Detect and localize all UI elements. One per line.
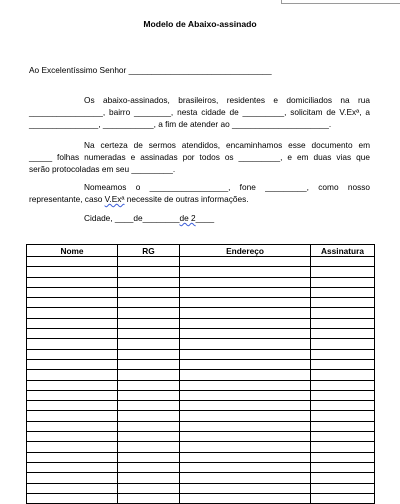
table-cell	[118, 421, 180, 431]
table-row	[27, 390, 375, 400]
table-row	[27, 277, 375, 287]
table-row	[27, 462, 375, 472]
table-row	[27, 411, 375, 421]
table-cell	[27, 329, 118, 339]
spellcheck-underlined-text: de 2	[179, 213, 196, 223]
table-row	[27, 339, 375, 349]
table-cell	[311, 349, 375, 359]
table-cell	[118, 329, 180, 339]
table-cell	[180, 267, 311, 277]
table-row	[27, 318, 375, 328]
table-cell	[180, 370, 311, 380]
table-row	[27, 493, 375, 503]
table-cell	[118, 370, 180, 380]
table-cell	[311, 308, 375, 318]
table-cell	[311, 359, 375, 369]
table-row	[27, 452, 375, 462]
paragraph-line: _______________, ___________, a fim de atender ao _____________________.	[29, 119, 332, 130]
table-cell	[180, 257, 311, 267]
table-cell	[27, 298, 118, 308]
table-row	[27, 359, 375, 369]
table-cell	[311, 339, 375, 349]
table-cell	[27, 442, 118, 452]
text-segment: ____	[195, 213, 215, 223]
paragraph-representative	[29, 181, 370, 205]
table-cell	[118, 308, 180, 318]
table-row	[27, 349, 375, 359]
text-segment: necessite de outras informações.	[124, 194, 249, 205]
table-cell	[27, 452, 118, 462]
table-cell	[118, 287, 180, 297]
document-title: Modelo de Abaixo-assinado	[143, 19, 257, 29]
table-cell	[118, 298, 180, 308]
table-row	[27, 442, 375, 452]
table-row	[27, 380, 375, 390]
table-cell	[27, 257, 118, 267]
table-cell	[311, 298, 375, 308]
table-cell	[311, 411, 375, 421]
table-cell	[118, 462, 180, 472]
table-cell	[27, 267, 118, 277]
table-cell	[311, 452, 375, 462]
table-cell	[118, 411, 180, 421]
paragraph-line: _____ folhas numeradas e assinadas por todos os _________, e em duas vias que	[29, 152, 370, 163]
column-header-nome: Nome	[27, 245, 118, 257]
table-cell	[118, 349, 180, 359]
table-cell	[311, 432, 375, 442]
column-header-assinatura: Assinatura	[311, 245, 375, 257]
table-cell	[27, 287, 118, 297]
column-header-endereco: Endereço	[180, 245, 311, 257]
table-cell	[118, 452, 180, 462]
table-cell	[180, 390, 311, 400]
table-cell	[311, 493, 375, 503]
table-cell	[180, 277, 311, 287]
table-cell	[118, 277, 180, 287]
table-cell	[311, 473, 375, 483]
paragraph-line: serão protocoladas em seu _________.	[29, 164, 176, 175]
table-row	[27, 329, 375, 339]
table-cell	[27, 483, 118, 493]
table-cell	[180, 462, 311, 472]
paragraph-line	[29, 193, 370, 205]
table-cell	[180, 329, 311, 339]
table-cell	[27, 390, 118, 400]
table-cell	[27, 308, 118, 318]
table-cell	[180, 473, 311, 483]
table-cell	[118, 493, 180, 503]
table-cell	[180, 432, 311, 442]
column-header-rg: RG	[118, 245, 180, 257]
table-cell	[311, 380, 375, 390]
table-cell	[27, 380, 118, 390]
table-cell	[180, 452, 311, 462]
paragraph-line: Os abaixo-assinados, brasileiros, residentes e domiciliados na rua	[84, 95, 370, 105]
table-cell	[27, 493, 118, 503]
table-cell	[311, 483, 375, 493]
paragraph-request	[29, 94, 370, 131]
table-cell	[180, 339, 311, 349]
table-cell	[27, 370, 118, 380]
paragraph-line: ________________, bairro ________, nesta cidade de _________, solicitam de V.Exª, a	[29, 107, 370, 118]
table-cell	[180, 349, 311, 359]
table-cell	[27, 432, 118, 442]
table-cell	[180, 298, 311, 308]
table-cell	[311, 421, 375, 431]
table-cell	[180, 359, 311, 369]
table-cell	[118, 339, 180, 349]
table-cell	[180, 483, 311, 493]
table-cell	[180, 380, 311, 390]
signature-table	[26, 244, 375, 504]
table-cell	[311, 462, 375, 472]
table-cell	[180, 421, 311, 431]
table-row	[27, 432, 375, 442]
paragraph-assurance	[29, 139, 370, 176]
table-cell	[311, 257, 375, 267]
table-row	[27, 267, 375, 277]
table-cell	[118, 267, 180, 277]
table-row	[27, 370, 375, 380]
table-cell	[27, 277, 118, 287]
table-cell	[118, 380, 180, 390]
table-cell	[180, 401, 311, 411]
text-segment: Cidade, ____de________	[84, 213, 180, 223]
table-cell	[27, 473, 118, 483]
table-row	[27, 257, 375, 267]
city-date-line	[84, 213, 214, 223]
table-cell	[27, 462, 118, 472]
table-row	[27, 421, 375, 431]
table-cell	[27, 401, 118, 411]
table-cell	[311, 277, 375, 287]
table-cell	[311, 318, 375, 328]
paragraph-line: Na certeza de sermos atendidos, encaminhamos esse documento em	[84, 140, 370, 150]
table-cell	[118, 483, 180, 493]
table-row	[27, 308, 375, 318]
table-cell	[27, 411, 118, 421]
table-cell	[118, 432, 180, 442]
table-cell	[27, 349, 118, 359]
signature-table-body	[27, 257, 375, 504]
table-cell	[180, 308, 311, 318]
table-cell	[118, 318, 180, 328]
table-cell	[118, 257, 180, 267]
toolbar-corner-frame	[281, 0, 400, 4]
table-cell	[27, 339, 118, 349]
spellcheck-underlined-text: V.Exª	[104, 194, 125, 205]
table-cell	[27, 421, 118, 431]
table-cell	[27, 359, 118, 369]
table-row	[27, 473, 375, 483]
table-cell	[118, 401, 180, 411]
table-cell	[311, 267, 375, 277]
table-cell	[118, 473, 180, 483]
table-cell	[118, 390, 180, 400]
text-segment: representante, caso	[29, 194, 105, 205]
table-cell	[180, 493, 311, 503]
greeting-line: Ao Excelentíssimo Senhor _______________________________	[29, 65, 272, 75]
table-cell	[180, 318, 311, 328]
table-cell	[180, 287, 311, 297]
table-cell	[311, 370, 375, 380]
table-cell	[180, 442, 311, 452]
table-row	[27, 483, 375, 493]
table-cell	[311, 442, 375, 452]
table-header-row	[27, 245, 375, 257]
table-cell	[311, 329, 375, 339]
table-cell	[118, 359, 180, 369]
table-row	[27, 287, 375, 297]
table-cell	[180, 411, 311, 421]
paragraph-line: Nomeamos o _________________, fone _________, como nosso	[84, 182, 370, 192]
table-row	[27, 401, 375, 411]
table-row	[27, 298, 375, 308]
table-cell	[311, 287, 375, 297]
table-cell	[311, 401, 375, 411]
table-cell	[311, 390, 375, 400]
table-cell	[27, 318, 118, 328]
table-cell	[118, 442, 180, 452]
